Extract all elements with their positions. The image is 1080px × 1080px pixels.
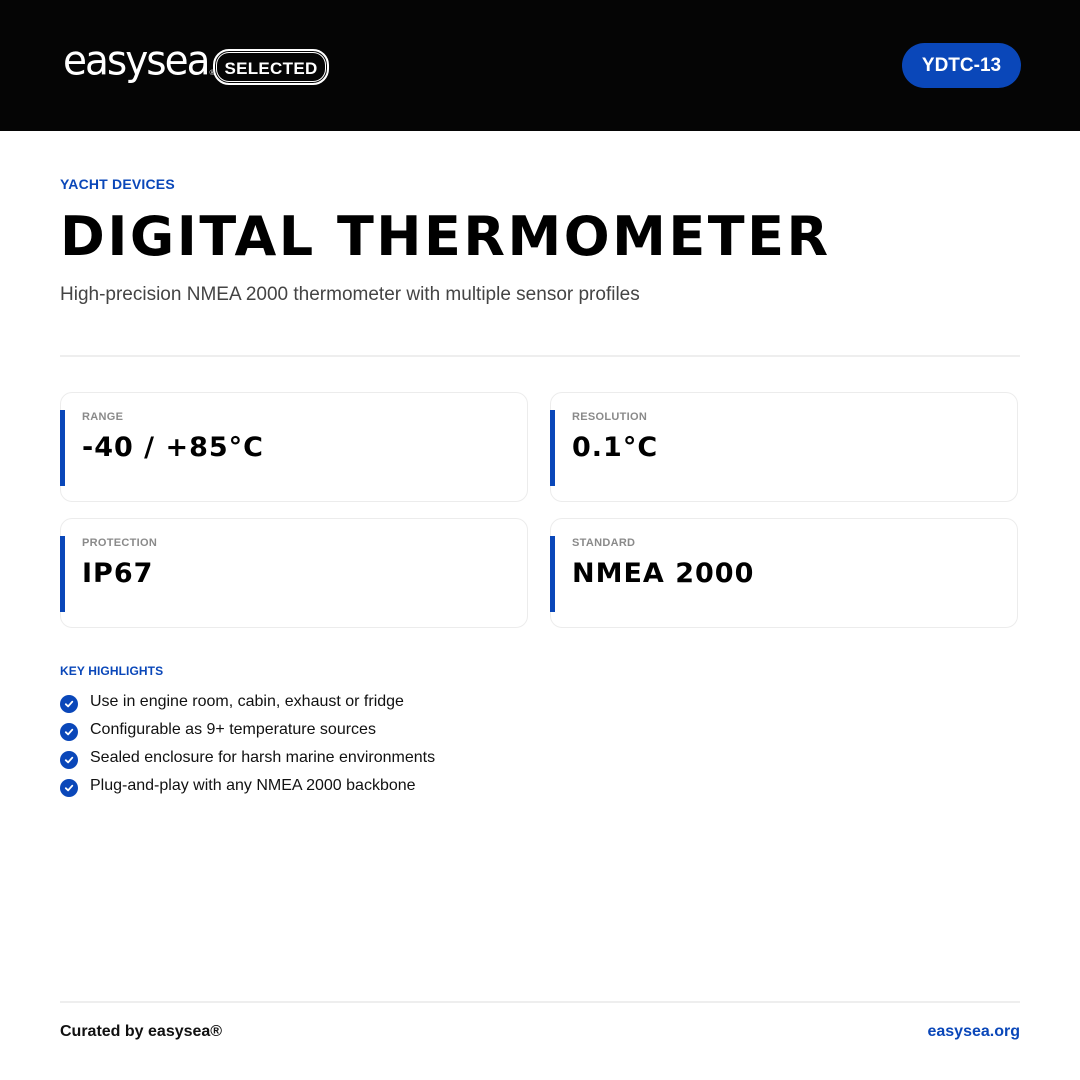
check-circle-icon [60, 779, 78, 797]
product-category: YACHT DEVICES [60, 176, 175, 192]
check-circle-icon [60, 695, 78, 713]
highlights-list [60, 688, 435, 800]
highlight-text: Use in engine room, cabin, exhaust or fridge [90, 693, 404, 710]
easysea-logo[interactable] [63, 37, 215, 90]
spec-label: RESOLUTION [572, 411, 648, 423]
check-circle-icon [60, 723, 78, 741]
spec-label: RANGE [82, 411, 124, 423]
spec-card-standard [550, 518, 1018, 628]
highlight-item [60, 772, 435, 800]
spec-card-range [60, 392, 528, 502]
logo-registered-mark: ® [209, 70, 215, 77]
logo-wordmark: easysea [63, 37, 209, 86]
highlight-item [60, 744, 435, 772]
curated-by-text: Curated by easysea® [60, 1023, 223, 1040]
spec-accent-bar [550, 410, 555, 486]
highlight-text: Sealed enclosure for harsh marine environments [90, 749, 436, 766]
highlight-text: Plug-and-play with any NMEA 2000 backbone [90, 777, 416, 794]
spec-card-resolution [550, 392, 1018, 502]
check-circle-icon [60, 751, 78, 769]
website-link[interactable]: easysea.org [927, 1023, 1020, 1040]
spec-value: 0.1°C [572, 432, 659, 463]
spec-label: PROTECTION [82, 537, 158, 549]
spec-value: IP67 [82, 558, 154, 589]
highlights-heading: KEY HIGHLIGHTS [60, 664, 164, 678]
spec-accent-bar [60, 410, 65, 486]
section-divider [60, 355, 1020, 357]
header-bar [0, 0, 1080, 131]
footer-divider [60, 1001, 1020, 1003]
selected-badge: SELECTED [213, 49, 329, 85]
highlight-text: Configurable as 9+ temperature sources [90, 721, 376, 738]
spec-accent-bar [550, 536, 555, 612]
spec-accent-bar [60, 536, 65, 612]
spec-card-protection [60, 518, 528, 628]
spec-value: -40 / +85°C [82, 432, 264, 463]
highlight-item [60, 688, 435, 716]
highlight-item [60, 716, 435, 744]
spec-label: STANDARD [572, 537, 636, 549]
product-code-badge: YDTC-13 [902, 43, 1021, 88]
spec-value: NMEA 2000 [572, 558, 755, 589]
product-title: DIGITAL THERMOMETER [60, 205, 831, 268]
product-description: High-precision NMEA 2000 thermometer with multiple sensor profiles [60, 284, 640, 305]
